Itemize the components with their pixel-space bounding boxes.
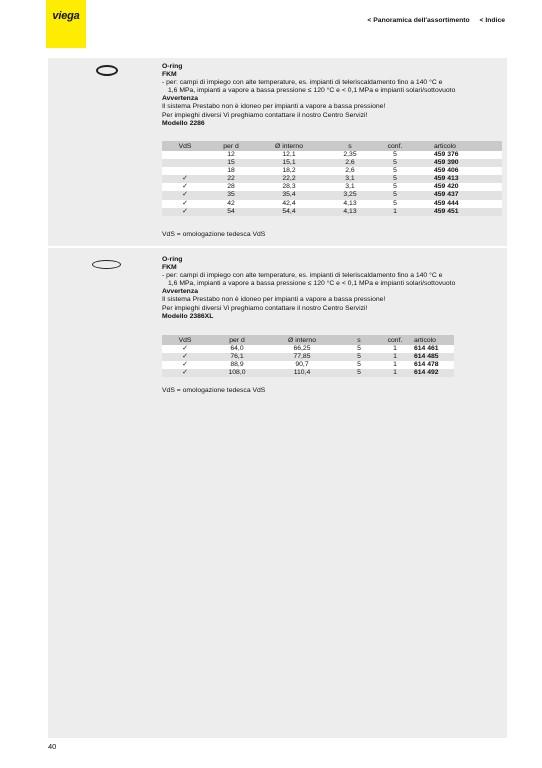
article-cell: 614 478	[414, 361, 439, 369]
s-cell: 5	[338, 353, 380, 361]
table-row	[162, 159, 502, 167]
per-d-cell: 108,0	[208, 369, 266, 377]
s-cell: 2,35	[343, 151, 357, 158]
article-cell: 459 406	[434, 167, 459, 175]
conf-cell: 5	[393, 199, 397, 207]
inner-diameter-cell: 66,25	[293, 345, 311, 352]
per-d-cell: 54	[208, 208, 254, 216]
per-d-cell: 28	[227, 183, 235, 191]
conf-cell: 1	[380, 369, 410, 377]
page-number: 40	[48, 742, 57, 751]
article-cell: 459 390	[414, 159, 502, 167]
article-cell: 459 420	[434, 183, 459, 191]
logo-text: viega	[52, 10, 80, 22]
col-s-header: s	[324, 141, 376, 151]
table-row	[162, 361, 454, 369]
usage-line-2: 1,6 MPa, impianti a vapore a bassa pressione ≤ 120 °C e < 0,1 MPa e impianti solari/sottovuoto	[168, 280, 456, 288]
col-conf-header: conf.	[380, 335, 410, 345]
vds-check-cell: ✓	[182, 345, 188, 352]
vds-check-cell: ✓	[162, 208, 208, 216]
col-s-header: s	[338, 335, 380, 345]
vds-cell	[162, 151, 208, 159]
s-cell: 3,25	[324, 191, 376, 199]
per-d-cell: 22	[208, 175, 254, 183]
col-article-header: articolo	[410, 335, 454, 345]
per-d-cell: 64,0	[230, 345, 244, 352]
vds-footnote: VdS = omologazione tedesca VdS	[162, 387, 266, 394]
inner-diameter-cell: 12,1	[282, 151, 296, 158]
table-row	[162, 353, 454, 361]
back-arrow-icon: <	[479, 17, 484, 24]
product-table	[162, 335, 454, 377]
table-row	[162, 191, 502, 199]
warning-title: Avvertenza	[162, 95, 199, 103]
table-row	[162, 369, 454, 377]
overview-link[interactable]	[367, 17, 471, 24]
s-cell: 3,1	[324, 175, 376, 183]
per-d-cell: 76,1	[208, 353, 266, 361]
conf-cell: 5	[393, 151, 397, 158]
col-inner-diameter-header: Ø interno	[254, 141, 324, 151]
per-d-cell: 12	[227, 151, 235, 158]
vds-check-cell: ✓	[182, 361, 188, 369]
index-link[interactable]	[479, 17, 505, 24]
inner-diameter-cell: 18,2	[282, 167, 296, 175]
model-label: Modello 2386XL	[162, 312, 214, 320]
index-link-label: Indice	[485, 17, 505, 24]
table-row	[162, 175, 502, 183]
per-d-cell: 15	[208, 159, 254, 167]
conf-cell: 5	[393, 183, 397, 191]
conf-cell: 5	[376, 159, 414, 167]
warning-line-2: Per impieghi diversi Vi preghiamo contattare il nostro Centro Servizi!	[162, 111, 368, 119]
table-row	[162, 183, 502, 191]
inner-diameter-cell: 54,4	[254, 208, 324, 216]
article-cell: 459 376	[434, 151, 459, 158]
col-per-d-header: per d	[208, 141, 254, 151]
product-material: FKM	[162, 264, 177, 272]
inner-diameter-cell: 35,4	[254, 191, 324, 199]
product-title: O-ring	[162, 63, 183, 70]
article-cell: 459 413	[414, 175, 502, 183]
vds-cell	[162, 167, 208, 175]
table-row	[162, 345, 454, 353]
viega-logo	[46, 0, 86, 48]
per-d-cell: 42	[227, 199, 235, 207]
vds-check-cell: ✓	[182, 183, 188, 191]
col-vds-header: VdS	[162, 141, 208, 151]
article-cell: 614 461	[414, 345, 439, 352]
table-header-row	[162, 141, 502, 151]
per-d-cell: 88,9	[230, 361, 244, 369]
table-row	[162, 200, 502, 208]
vds-check-cell: ✓	[182, 199, 188, 207]
top-navigation	[367, 17, 505, 24]
product-material: FKM	[162, 71, 177, 79]
vds-check-cell: ✓	[162, 191, 208, 199]
s-cell: 4,13	[343, 199, 357, 207]
warning-title: Avvertenza	[162, 288, 199, 296]
inner-diameter-cell: 110,4	[266, 369, 338, 377]
warning-line-2: Per impieghi diversi Vi preghiamo contattare il nostro Centro Servizi!	[162, 304, 368, 312]
product-table	[162, 141, 502, 216]
col-vds-header: VdS	[162, 335, 208, 345]
article-cell: 459 444	[434, 199, 459, 207]
vds-check-cell: ✓	[162, 175, 208, 183]
s-cell: 5	[338, 369, 380, 377]
s-cell: 3,1	[345, 183, 355, 191]
col-inner-diameter-header: Ø interno	[266, 335, 338, 345]
conf-cell: 1	[376, 208, 414, 216]
inner-diameter-cell: 90,7	[295, 361, 309, 369]
conf-cell: 1	[393, 361, 397, 369]
conf-cell: 1	[393, 345, 397, 352]
vds-check-cell: ✓	[162, 369, 208, 377]
conf-cell: 1	[380, 353, 410, 361]
col-conf-header: conf.	[376, 141, 414, 151]
product-description	[162, 256, 502, 321]
table-header-row	[162, 335, 454, 345]
content-panel	[48, 58, 507, 738]
back-arrow-icon: <	[367, 17, 372, 24]
article-cell: 614 492	[410, 369, 454, 377]
warning-line-1: Il sistema Prestabo non è idoneo per impianti a vapore a bassa pressione!	[162, 103, 386, 111]
s-cell: 4,13	[324, 208, 376, 216]
col-article-header: articolo	[414, 141, 502, 151]
s-cell: 5	[357, 345, 361, 352]
inner-diameter-cell: 42,4	[282, 199, 296, 207]
vds-cell	[162, 159, 208, 167]
inner-diameter-cell: 15,1	[254, 159, 324, 167]
table-row	[162, 151, 502, 159]
article-cell: 614 485	[410, 353, 454, 361]
overview-link-label: Panoramica dell'assortimento	[373, 17, 470, 24]
inner-diameter-cell: 77,85	[266, 353, 338, 361]
per-d-cell: 35	[208, 191, 254, 199]
s-cell: 2,6	[324, 159, 376, 167]
o-ring-icon	[92, 260, 121, 269]
product-title: O-ring	[162, 256, 183, 263]
table-row	[162, 208, 502, 216]
s-cell: 5	[357, 361, 361, 369]
section-divider	[48, 246, 507, 248]
s-cell: 2,6	[345, 167, 355, 175]
article-cell: 459 451	[414, 208, 502, 216]
o-ring-icon	[96, 65, 118, 76]
product-description	[162, 63, 502, 128]
usage-line-2: 1,6 MPa, impianti a vapore a bassa pressione ≤ 120 °C e < 0,1 MPa e impianti solari/sottovuoto	[168, 87, 456, 95]
inner-diameter-cell: 22,2	[254, 175, 324, 183]
conf-cell: 5	[393, 167, 397, 175]
table-row	[162, 167, 502, 175]
per-d-cell: 18	[227, 167, 235, 175]
usage-line-1: - per: campi di impiego con alte temperature, es. impianti di teleriscaldamento fino a 140 °C e	[162, 79, 443, 87]
conf-cell: 5	[376, 175, 414, 183]
inner-diameter-cell: 28,3	[282, 183, 296, 191]
col-per-d-header: per d	[208, 335, 266, 345]
article-cell: 459 437	[414, 191, 502, 199]
vds-check-cell: ✓	[162, 353, 208, 361]
model-label: Modello 2286	[162, 119, 205, 127]
warning-line-1: Il sistema Prestabo non è idoneo per impianti a vapore a bassa pressione!	[162, 296, 386, 304]
conf-cell: 5	[376, 191, 414, 199]
usage-line-1: - per: campi di impiego con alte temperature, es. impianti di teleriscaldamento fino a 140 °C e	[162, 272, 443, 280]
vds-footnote: VdS = omologazione tedesca VdS	[162, 231, 266, 238]
